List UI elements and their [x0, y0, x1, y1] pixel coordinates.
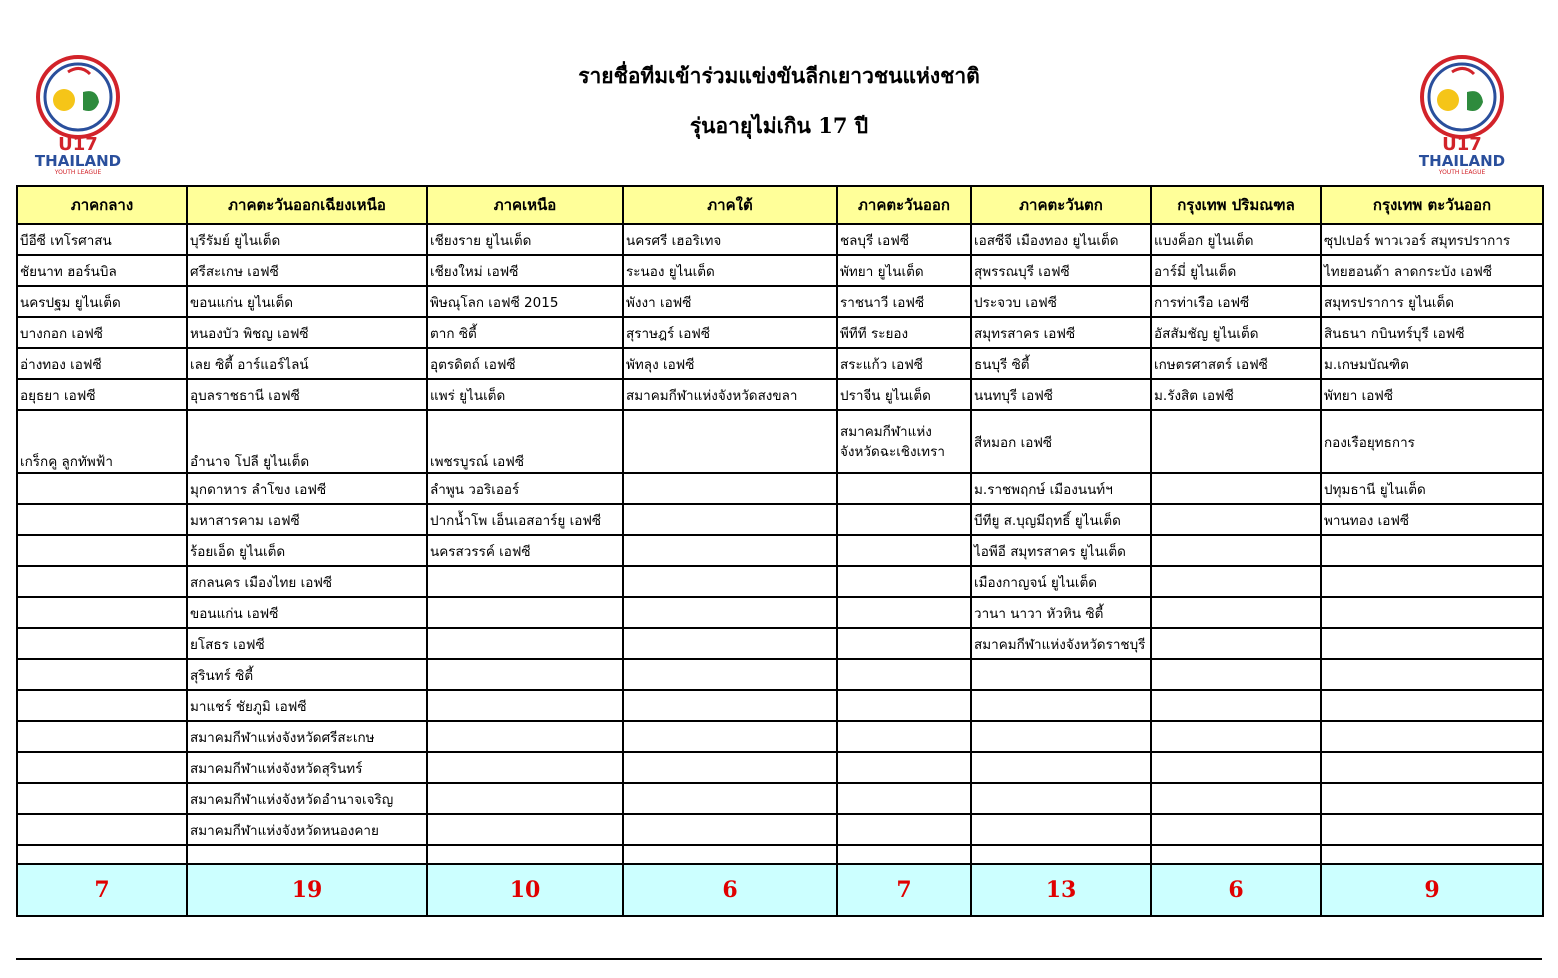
team-cell: มาแชร์ ชัยภูมิ เอฟซี	[187, 690, 427, 721]
team-cell	[1151, 752, 1321, 783]
team-cell: วานา นาวา หัวหิน ซิตี้	[971, 597, 1151, 628]
team-cell: ไทยฮอนด้า ลาดกระบัง เอฟซี	[1321, 255, 1543, 286]
team-cell	[1151, 628, 1321, 659]
table-row	[17, 224, 1543, 255]
team-cell: สมาคมกีฬาแห่งจังหวัดหนองคาย	[187, 814, 427, 845]
team-cell	[837, 783, 971, 814]
team-cell: ม.ราชพฤกษ์ เมืองนนท์ฯ	[971, 473, 1151, 504]
team-cell: ตาก ซิตี้	[427, 317, 623, 348]
team-cell: ชลบุรี เอฟซี	[837, 224, 971, 255]
header-row	[17, 186, 1543, 224]
team-cell	[971, 814, 1151, 845]
team-cell	[17, 814, 187, 845]
team-cell	[17, 690, 187, 721]
team-cell	[17, 504, 187, 535]
team-cell: สมุทรสาคร เอฟซี	[971, 317, 1151, 348]
teams-table	[16, 185, 1544, 917]
team-cell: อาร์มี่ ยูไนเต็ด	[1151, 255, 1321, 286]
team-cell: พานทอง เอฟซี	[1321, 504, 1543, 535]
column-header: ภาคกลาง	[17, 186, 187, 224]
team-cell	[17, 721, 187, 752]
team-cell: ขอนแก่น เอฟซี	[187, 597, 427, 628]
team-cell: พังงา เอฟซี	[623, 286, 837, 317]
team-cell	[837, 628, 971, 659]
table-row	[17, 504, 1543, 535]
table-row	[17, 628, 1543, 659]
team-cell	[1151, 690, 1321, 721]
team-cell	[971, 752, 1151, 783]
team-cell	[837, 659, 971, 690]
team-cell	[17, 535, 187, 566]
team-cell: อยุธยา เอฟซี	[17, 379, 187, 410]
team-cell	[1321, 814, 1543, 845]
column-header: ภาคตะวันออก	[837, 186, 971, 224]
team-cell	[1151, 783, 1321, 814]
team-cell: บุรีรัมย์ ยูไนเต็ด	[187, 224, 427, 255]
team-cell: เชียงราย ยูไนเต็ด	[427, 224, 623, 255]
team-cell	[623, 597, 837, 628]
team-cell: อุตรดิตถ์ เอฟซี	[427, 348, 623, 379]
team-cell: ซุปเปอร์ พาวเวอร์ สมุทรปราการ	[1321, 224, 1543, 255]
logo-league-text: YOUTH LEAGUE	[54, 169, 102, 176]
team-cell: อุบลราชธานี เอฟซี	[187, 379, 427, 410]
table-row	[17, 721, 1543, 752]
table-row	[17, 348, 1543, 379]
team-cell	[837, 752, 971, 783]
table-row	[17, 535, 1543, 566]
team-cell	[17, 845, 187, 864]
team-cell	[837, 721, 971, 752]
total-cell: 7	[837, 864, 971, 916]
team-cell	[427, 845, 623, 864]
team-cell	[1151, 473, 1321, 504]
team-cell: ร้อยเอ็ด ยูไนเต็ด	[187, 535, 427, 566]
team-cell: ประจวบ เอฟซี	[971, 286, 1151, 317]
logo-u17-text: U17	[58, 134, 98, 155]
team-cell	[623, 814, 837, 845]
column-header: ภาคตะวันตก	[971, 186, 1151, 224]
team-cell	[1321, 752, 1543, 783]
team-cell: เชียงใหม่ เอฟซี	[427, 255, 623, 286]
team-cell	[1151, 535, 1321, 566]
team-cell	[17, 473, 187, 504]
team-cell: ราชนาวี เอฟซี	[837, 286, 971, 317]
team-cell	[17, 628, 187, 659]
team-cell	[1151, 721, 1321, 752]
team-cell	[427, 597, 623, 628]
logo-thailand-text: THAILAND	[1418, 152, 1506, 170]
column-header: ภาคตะวันออกเฉียงเหนือ	[187, 186, 427, 224]
team-cell	[427, 566, 623, 597]
team-cell: นครปฐม ยูไนเต็ด	[17, 286, 187, 317]
team-cell	[1321, 659, 1543, 690]
team-cell: พัทยา เอฟซี	[1321, 379, 1543, 410]
team-cell: อัสสัมชัญ ยูไนเต็ด	[1151, 317, 1321, 348]
team-cell	[623, 690, 837, 721]
team-cell: พีทีที ระยอง	[837, 317, 971, 348]
team-cell: เมืองกาญจน์ ยูไนเต็ด	[971, 566, 1151, 597]
team-cell	[1321, 535, 1543, 566]
team-cell: สุพรรณบุรี เอฟซี	[971, 255, 1151, 286]
team-cell: สกลนคร เมืองไทย เอฟซี	[187, 566, 427, 597]
team-cell: อำนาจ โปลี ยูไนเต็ด	[187, 410, 427, 473]
table-row	[17, 845, 1543, 864]
table-row	[17, 597, 1543, 628]
team-cell: บีอีซี เทโรศาสน	[17, 224, 187, 255]
team-cell	[837, 597, 971, 628]
team-cell	[1321, 628, 1543, 659]
table-row	[17, 566, 1543, 597]
team-cell: สมาคมกีฬาแห่งจังหวัดฉะเชิงเทรา	[837, 410, 971, 473]
team-cell	[17, 659, 187, 690]
table-row	[17, 814, 1543, 845]
table-row	[17, 473, 1543, 504]
team-cell: เอสซีจี เมืองทอง ยูไนเต็ด	[971, 224, 1151, 255]
team-cell: การท่าเรือ เอฟซี	[1151, 286, 1321, 317]
team-cell	[837, 845, 971, 864]
team-cell: เกร็กคู ลูกทัพฟ้า	[17, 410, 187, 473]
team-cell	[837, 690, 971, 721]
team-cell: อ่างทอง เอฟซี	[17, 348, 187, 379]
column-header: ภาคใต้	[623, 186, 837, 224]
table-row	[17, 379, 1543, 410]
team-cell	[1321, 783, 1543, 814]
logo-thailand-text: THAILAND	[34, 152, 122, 170]
team-cell: สมาคมกีฬาแห่งจังหวัดสุรินทร์	[187, 752, 427, 783]
team-cell: ธนบุรี ซิตี้	[971, 348, 1151, 379]
team-cell	[623, 721, 837, 752]
table-row	[17, 783, 1543, 814]
total-cell: 7	[17, 864, 187, 916]
team-cell	[837, 566, 971, 597]
team-cell: มหาสารคาม เอฟซี	[187, 504, 427, 535]
team-cell	[971, 721, 1151, 752]
team-cell	[623, 504, 837, 535]
team-cell: ขอนแก่น ยูไนเต็ด	[187, 286, 427, 317]
table-row	[17, 752, 1543, 783]
table-row	[17, 286, 1543, 317]
team-cell: ระนอง ยูไนเต็ด	[623, 255, 837, 286]
team-cell	[17, 752, 187, 783]
team-cell: เกษตรศาสตร์ เอฟซี	[1151, 348, 1321, 379]
team-cell	[1151, 597, 1321, 628]
team-cell: สมาคมกีฬาแห่งจังหวัดศรีสะเกษ	[187, 721, 427, 752]
team-cell	[1151, 659, 1321, 690]
team-cell: ชัยนาท ฮอร์นบิล	[17, 255, 187, 286]
team-cell: แพร่ ยูไนเต็ด	[427, 379, 623, 410]
total-cell: 6	[623, 864, 837, 916]
team-cell	[427, 783, 623, 814]
totals-row	[17, 864, 1543, 916]
team-cell	[427, 628, 623, 659]
team-cell: ยโสธร เอฟซี	[187, 628, 427, 659]
team-cell: สุรินทร์ ซิตี้	[187, 659, 427, 690]
total-cell: 6	[1151, 864, 1321, 916]
team-cell	[623, 845, 837, 864]
team-cell	[837, 473, 971, 504]
column-header: ภาคเหนือ	[427, 186, 623, 224]
team-cell: พัทยา ยูไนเต็ด	[837, 255, 971, 286]
team-cell: สมาคมกีฬาแห่งจังหวัดอำนาจเจริญ	[187, 783, 427, 814]
table-row	[17, 410, 1543, 473]
team-cell: สีหมอก เอฟซี	[971, 410, 1151, 473]
team-cell	[623, 659, 837, 690]
bottom-rule	[16, 958, 1542, 960]
team-cell: สมุทรปราการ ยูไนเต็ด	[1321, 286, 1543, 317]
team-cell	[1321, 690, 1543, 721]
team-cell	[1151, 814, 1321, 845]
team-cell	[623, 566, 837, 597]
team-cell: เลย ซิตี้ อาร์แอร์ไลน์	[187, 348, 427, 379]
team-cell	[837, 504, 971, 535]
total-cell: 19	[187, 864, 427, 916]
team-cell	[1151, 410, 1321, 473]
table-row	[17, 690, 1543, 721]
team-cell: เพชรบูรณ์ เอฟซี	[427, 410, 623, 473]
column-header: กรุงเทพ ปริมณฑล	[1151, 186, 1321, 224]
team-cell: แบงค็อก ยูไนเต็ด	[1151, 224, 1321, 255]
team-cell: ไอพีอี สมุทรสาคร ยูไนเต็ด	[971, 535, 1151, 566]
team-cell: สมาคมกีฬาแห่งจังหวัดสงขลา	[623, 379, 837, 410]
team-cell: ลำพูน วอริเออร์	[427, 473, 623, 504]
team-cell: บีทียู ส.บุญมีฤทธิ์ ยูไนเต็ด	[971, 504, 1151, 535]
team-cell	[1151, 504, 1321, 535]
team-cell: หนองบัว พิชญ เอฟซี	[187, 317, 427, 348]
team-cell: ศรีสะเกษ เอฟซี	[187, 255, 427, 286]
team-cell	[427, 752, 623, 783]
team-cell	[427, 721, 623, 752]
page-subtitle: รุ่นอายุไม่เกิน 17 ปี	[689, 113, 869, 138]
team-cell: ปากน้ำโพ เอ็นเอสอาร์ยู เอฟซี	[427, 504, 623, 535]
team-cell: นครศรี เฮอริเทจ	[623, 224, 837, 255]
team-cell	[187, 845, 427, 864]
team-cell	[17, 566, 187, 597]
team-cell	[623, 535, 837, 566]
team-cell	[971, 659, 1151, 690]
total-cell: 9	[1321, 864, 1543, 916]
team-cell: นนทบุรี เอฟซี	[971, 379, 1151, 410]
team-cell	[1151, 566, 1321, 597]
team-cell	[1321, 597, 1543, 628]
logo-league-text: YOUTH LEAGUE	[1438, 169, 1486, 176]
team-cell	[17, 597, 187, 628]
team-cell: สมาคมกีฬาแห่งจังหวัดราชบุรี	[971, 628, 1151, 659]
team-cell	[17, 783, 187, 814]
team-cell: พัทลุง เอฟซี	[623, 348, 837, 379]
team-cell	[837, 535, 971, 566]
table-row	[17, 317, 1543, 348]
team-cell: สุราษฎร์ เอฟซี	[623, 317, 837, 348]
team-cell: ม.รังสิต เอฟซี	[1151, 379, 1321, 410]
team-cell: นครสวรรค์ เอฟซี	[427, 535, 623, 566]
team-cell: บางกอก เอฟซี	[17, 317, 187, 348]
team-cell	[1321, 845, 1543, 864]
team-cell	[971, 783, 1151, 814]
team-cell	[1321, 721, 1543, 752]
team-cell: มุกดาหาร ลำโขง เอฟซี	[187, 473, 427, 504]
team-cell: สินธนา กบินทร์บุรี เอฟซี	[1321, 317, 1543, 348]
team-cell	[623, 628, 837, 659]
table-row	[17, 255, 1543, 286]
team-cell: พิษณุโลก เอฟซี 2015	[427, 286, 623, 317]
team-cell	[623, 473, 837, 504]
team-cell	[623, 783, 837, 814]
team-cell	[837, 814, 971, 845]
team-cell	[1321, 566, 1543, 597]
team-cell	[971, 845, 1151, 864]
logo-u17-text: U17	[1442, 134, 1482, 155]
team-cell: กองเรือยุทธการ	[1321, 410, 1543, 473]
total-cell: 10	[427, 864, 623, 916]
team-cell	[427, 659, 623, 690]
column-header: กรุงเทพ ตะวันออก	[1321, 186, 1543, 224]
page-title: รายชื่อทีมเข้าร่วมแข่งขันลีกเยาวชนแห่งชาติ	[578, 63, 980, 88]
table-row	[17, 659, 1543, 690]
team-cell	[1151, 845, 1321, 864]
team-cell: ปทุมธานี ยูไนเต็ด	[1321, 473, 1543, 504]
total-cell: 13	[971, 864, 1151, 916]
team-cell	[427, 814, 623, 845]
team-cell	[971, 690, 1151, 721]
team-cell: ม.เกษมบัณฑิต	[1321, 348, 1543, 379]
team-cell	[623, 752, 837, 783]
team-cell	[427, 690, 623, 721]
team-cell	[623, 410, 837, 473]
team-cell: สระแก้ว เอฟซี	[837, 348, 971, 379]
team-cell: ปราจีน ยูไนเต็ด	[837, 379, 971, 410]
